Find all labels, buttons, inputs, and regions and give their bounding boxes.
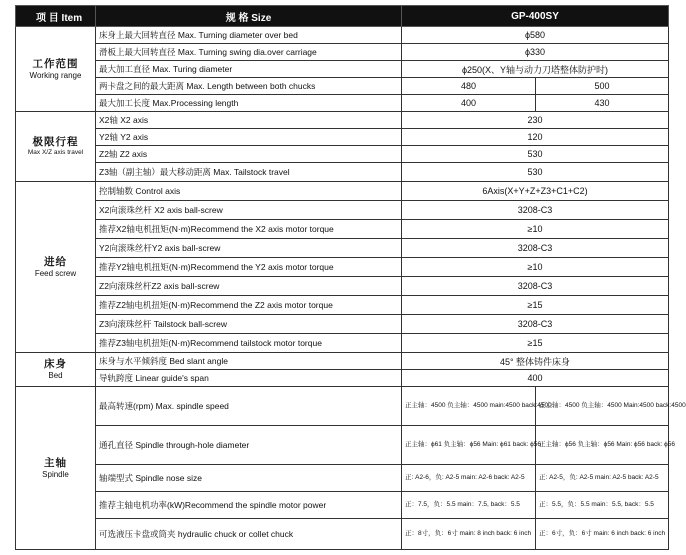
- spec-value-2: 500: [536, 78, 669, 95]
- header-item: 项 目 Item: [16, 6, 96, 27]
- table-row: [16, 146, 669, 163]
- table-row: [16, 61, 669, 78]
- spec-value: 3208-C3: [402, 277, 669, 296]
- category-cell-working-range: [16, 27, 96, 112]
- spec-value: ≥10: [402, 258, 669, 277]
- spec-table-container: [15, 5, 686, 550]
- category-cell-axis-travel: [16, 112, 96, 182]
- spec-table: [15, 5, 686, 550]
- spec-label: 两卡盘之间的最大距离 Max. Length between both chucks: [96, 78, 402, 95]
- spec-value-1: 正主轴：ϕ61 负主轴：ϕ56 Main: ϕ61 back: ϕ56: [402, 426, 536, 465]
- table-row: [16, 258, 669, 277]
- spec-value-1: 正：7.5，负：5.5 main：7.5, back：5.5: [402, 492, 536, 519]
- spec-value-2: 430: [536, 95, 669, 112]
- category-zh: 极限行程: [32, 136, 79, 149]
- spec-label: Z3轴（副主轴）最大移动距离 Max. Tailstock travel: [96, 163, 402, 182]
- table-row: [16, 27, 669, 44]
- table-row: [16, 44, 669, 61]
- spec-value: ≥15: [402, 334, 669, 353]
- spec-value: ≥15: [402, 296, 669, 315]
- category-zh: 进给: [44, 255, 67, 268]
- table-row: [16, 95, 669, 112]
- spec-value: 3208-C3: [402, 315, 669, 334]
- spec-value: 45° 整体铸件床身: [402, 353, 669, 370]
- table-row: [16, 387, 669, 426]
- spec-label: Y2向滚珠丝杆Y2 axis ball-screw: [96, 239, 402, 258]
- table-row: [16, 78, 669, 95]
- table-row: [16, 129, 669, 146]
- spec-value-1: 480: [402, 78, 536, 95]
- table-row: [16, 426, 669, 465]
- table-row: [16, 315, 669, 334]
- spec-value: ϕ580: [402, 27, 669, 44]
- spec-label: 最大加工长度 Max.Processing length: [96, 95, 402, 112]
- category-cell-feed-screw: [16, 182, 96, 353]
- spec-label: 床身与水平倾斜度 Bed slant angle: [96, 353, 402, 370]
- spec-label: 推荐Z3轴电机扭矩(N·m)Recommend tailstock motor torque: [96, 334, 402, 353]
- spec-label: 推荐X2轴电机扭矩(N·m)Recommend the X2 axis motor torque: [96, 220, 402, 239]
- spec-value-2: 正: A2-5，负: A2-5 main: A2-5 back: A2-5: [536, 465, 669, 492]
- spec-value: 400: [402, 370, 669, 387]
- spec-label: 滑板上最大回转直径 Max. Turning swing dia.over carriage: [96, 44, 402, 61]
- category-en: Max X/Z axis travel: [27, 149, 84, 157]
- spec-label: Z2向滚珠丝杆Z2 axis ball-screw: [96, 277, 402, 296]
- category-zh: 主轴: [44, 456, 67, 469]
- spec-value: ϕ330: [402, 44, 669, 61]
- spec-value: ≥10: [402, 220, 669, 239]
- spec-label: 最高转速(rpm) Max. spindle speed: [96, 387, 402, 426]
- spec-label: 推荐主轴电机功率(kW)Recommend the spindle motor power: [96, 492, 402, 519]
- table-row: [16, 163, 669, 182]
- category-cell-bed: [16, 353, 96, 387]
- table-row: [16, 492, 669, 519]
- spec-value-2: 正主轴：4500 负主轴：4500 Main:4500 back:4500: [536, 387, 669, 426]
- spec-label: 可选液压卡盘或筒夹 hydraulic chuck or collet chuck: [96, 519, 402, 550]
- table-row: [16, 239, 669, 258]
- spec-value-2: 正：5.5，负：5.5 main：5.5, back：5.5: [536, 492, 669, 519]
- table-body: [16, 27, 686, 550]
- spec-value: 120: [402, 129, 669, 146]
- category-en: Working range: [29, 70, 82, 80]
- spec-value-2: 正主轴：ϕ56 负主轴：ϕ56 Main: ϕ56 back: ϕ56: [536, 426, 669, 465]
- table-row: [16, 519, 669, 550]
- spec-label: 推荐Z2轴电机扭矩(N·m)Recommend the Z2 axis motor torque: [96, 296, 402, 315]
- category-en: Bed: [48, 371, 63, 381]
- table-row: [16, 370, 669, 387]
- spec-value: 6Axis(X+Y+Z+Z3+C1+C2): [402, 182, 669, 201]
- category-zh: 床身: [44, 358, 67, 371]
- spec-label: Z3向滚珠丝杆 Tailstock ball-screw: [96, 315, 402, 334]
- table-row: [16, 277, 669, 296]
- table-row: [16, 334, 669, 353]
- table-row: [16, 201, 669, 220]
- spec-label: 控制轴数 Control axis: [96, 182, 402, 201]
- spec-label: Z2轴 Z2 axis: [96, 146, 402, 163]
- spec-value-1: 正: A2-6，负: A2-5 main: A2-6 back: A2-5: [402, 465, 536, 492]
- spec-label: 推荐Y2轴电机扭矩(N·m)Recommend the Y2 axis motor torque: [96, 258, 402, 277]
- spec-label: Y2轴 Y2 axis: [96, 129, 402, 146]
- spec-value-1: 正主轴：4500 负主轴：4500 main:4500 back:4500: [402, 387, 536, 426]
- spec-label: X2向滚珠丝杆 X2 axis ball-screw: [96, 201, 402, 220]
- spec-value: 230: [402, 112, 669, 129]
- spec-label: 导轨跨度 Linear guide's span: [96, 370, 402, 387]
- category-en: Feed screw: [34, 268, 77, 278]
- spec-label: 轴端型式 Spindle nose size: [96, 465, 402, 492]
- header-spec: 规 格 Size: [96, 6, 402, 27]
- table-row: [16, 465, 669, 492]
- spec-value: 530: [402, 163, 669, 182]
- table-header: [16, 6, 669, 27]
- spec-value: 3208-C3: [402, 201, 669, 220]
- spec-value: 3208-C3: [402, 239, 669, 258]
- category-en: Spindle: [42, 469, 69, 479]
- spec-label: 通孔直径 Spindle through-hole diameter: [96, 426, 402, 465]
- spec-value: ϕ250(X、Y轴与动力刀塔整体防护时): [402, 61, 669, 78]
- category-cell-spindle: [16, 387, 96, 550]
- spec-value: 530: [402, 146, 669, 163]
- spec-value-2: 正：6寸，负：6寸 main: 6 inch back: 6 inch: [536, 519, 669, 550]
- table-row: [16, 182, 669, 201]
- table-row: [16, 112, 669, 129]
- table-row: [16, 296, 669, 315]
- category-zh: 工作范围: [32, 57, 79, 70]
- spec-label: X2轴 X2 axis: [96, 112, 402, 129]
- spec-label: 最大加工直径 Max. Turing diameter: [96, 61, 402, 78]
- spec-value-1: 400: [402, 95, 536, 112]
- header-model: GP-400SY: [402, 6, 669, 27]
- spec-label: 床身上最大回转直径 Max. Turning diameter over bed: [96, 27, 402, 44]
- table-row: [16, 353, 669, 370]
- spec-value-1: 正：8寸，负：6寸 main: 8 inch back: 6 inch: [402, 519, 536, 550]
- table-row: [16, 220, 669, 239]
